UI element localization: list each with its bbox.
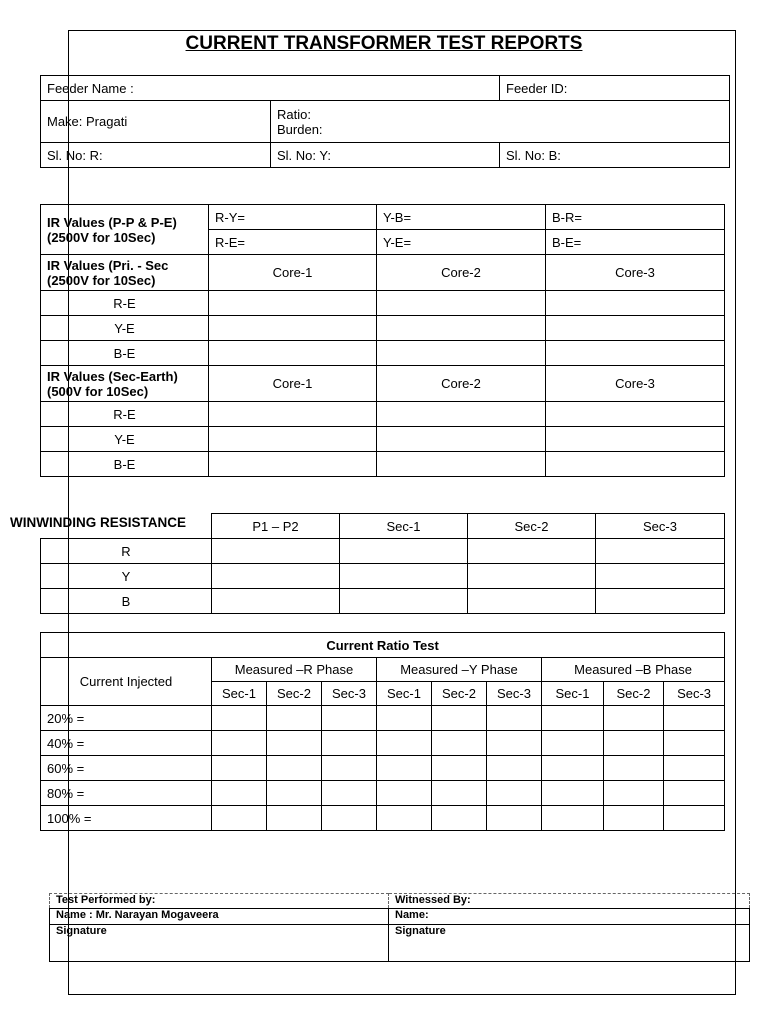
- current-ratio-table: [40, 632, 725, 831]
- value-cell[interactable]: [377, 291, 546, 316]
- value-cell[interactable]: [546, 427, 725, 452]
- row-label: R: [41, 539, 212, 564]
- sec-header: Sec-3: [322, 682, 377, 706]
- value-cell[interactable]: [596, 539, 725, 564]
- value-cell[interactable]: [596, 589, 725, 614]
- name-right-field[interactable]: Name:: [389, 909, 750, 925]
- value-cell[interactable]: [377, 806, 432, 831]
- value-cell[interactable]: [322, 781, 377, 806]
- ratio-burden-field[interactable]: [271, 101, 730, 143]
- ir-sec-earth-label: IR Values (Sec-Earth) (500V for 10Sec): [41, 366, 209, 402]
- value-cell[interactable]: [377, 756, 432, 781]
- yb-cell[interactable]: Y-B=: [377, 205, 546, 230]
- value-cell[interactable]: [596, 564, 725, 589]
- value-cell[interactable]: [664, 806, 725, 831]
- value-cell[interactable]: [212, 756, 267, 781]
- signature-right-field[interactable]: Signature: [389, 925, 750, 962]
- sec-header: Sec-2: [432, 682, 487, 706]
- value-cell[interactable]: [209, 316, 377, 341]
- value-cell[interactable]: [546, 341, 725, 366]
- value-cell[interactable]: [267, 781, 322, 806]
- value-cell[interactable]: [604, 756, 664, 781]
- ratio-test-title: Current Ratio Test: [41, 633, 725, 658]
- r-phase-header: Measured –R Phase: [212, 658, 377, 682]
- row-label: 40% =: [41, 731, 212, 756]
- value-cell[interactable]: [212, 806, 267, 831]
- value-cell[interactable]: [209, 402, 377, 427]
- value-cell[interactable]: [468, 564, 596, 589]
- sec-header: Sec-1: [542, 682, 604, 706]
- row-label: Y-E: [41, 427, 209, 452]
- value-cell[interactable]: [604, 706, 664, 731]
- value-cell[interactable]: [377, 706, 432, 731]
- sec-header: Sec-2: [267, 682, 322, 706]
- value-cell[interactable]: [322, 706, 377, 731]
- value-cell[interactable]: [542, 781, 604, 806]
- value-cell[interactable]: [212, 731, 267, 756]
- row-label: R-E: [41, 291, 209, 316]
- p1-p2-header: P1 – P2: [212, 514, 340, 539]
- b-phase-header: Measured –B Phase: [542, 658, 725, 682]
- core-3-header: Core-3: [546, 366, 725, 402]
- value-cell[interactable]: [212, 589, 340, 614]
- burden-label: Burden:: [277, 121, 323, 137]
- value-cell[interactable]: [487, 706, 542, 731]
- value-cell[interactable]: [340, 564, 468, 589]
- y-phase-header: Measured –Y Phase: [377, 658, 542, 682]
- value-cell[interactable]: [542, 706, 604, 731]
- sl-no-b-field[interactable]: Sl. No: B:: [500, 143, 730, 168]
- value-cell[interactable]: [212, 564, 340, 589]
- value-cell[interactable]: [267, 731, 322, 756]
- core-2-header: Core-2: [377, 255, 546, 291]
- row-label: 60% =: [41, 756, 212, 781]
- sec-header: Sec-2: [604, 682, 664, 706]
- core-2-header: Core-2: [377, 366, 546, 402]
- value-cell[interactable]: [377, 781, 432, 806]
- value-cell[interactable]: [604, 731, 664, 756]
- winding-resistance-label: WINWINDING RESISTANCE: [10, 515, 186, 530]
- core-3-header: Core-3: [546, 255, 725, 291]
- value-cell[interactable]: [377, 452, 546, 477]
- value-cell[interactable]: [487, 756, 542, 781]
- value-cell[interactable]: [377, 316, 546, 341]
- row-label: Y: [41, 564, 212, 589]
- row-label: Y-E: [41, 316, 209, 341]
- ir-pri-sec-label: IR Values (Pri. - Sec (2500V for 10Sec): [41, 255, 209, 291]
- value-cell[interactable]: [432, 806, 487, 831]
- row-label: 20% =: [41, 706, 212, 731]
- value-cell[interactable]: [322, 756, 377, 781]
- value-cell[interactable]: [209, 427, 377, 452]
- row-label: B-E: [41, 452, 209, 477]
- row-label: B-E: [41, 341, 209, 366]
- value-cell[interactable]: [377, 731, 432, 756]
- header-table: [40, 75, 730, 168]
- value-cell[interactable]: [468, 589, 596, 614]
- value-cell[interactable]: [604, 781, 664, 806]
- ir-values-table: [40, 204, 725, 477]
- sl-no-y-field[interactable]: Sl. No: Y:: [271, 143, 500, 168]
- value-cell[interactable]: [604, 806, 664, 831]
- core-1-header: Core-1: [209, 366, 377, 402]
- value-cell[interactable]: [546, 402, 725, 427]
- br-cell[interactable]: B-R=: [546, 205, 725, 230]
- sec-header: Sec-1: [212, 682, 267, 706]
- value-cell[interactable]: [487, 781, 542, 806]
- sec-3-header: Sec-3: [596, 514, 725, 539]
- sec-2-header: Sec-2: [468, 514, 596, 539]
- sl-no-r-field[interactable]: Sl. No: R:: [41, 143, 271, 168]
- value-cell[interactable]: [322, 731, 377, 756]
- value-cell[interactable]: [267, 806, 322, 831]
- re-cell[interactable]: R-E=: [209, 230, 377, 255]
- value-cell[interactable]: [664, 781, 725, 806]
- value-cell[interactable]: [546, 452, 725, 477]
- ye-cell[interactable]: Y-E=: [377, 230, 546, 255]
- make-field[interactable]: Make: Pragati: [41, 101, 271, 143]
- value-cell[interactable]: [468, 539, 596, 564]
- value-cell[interactable]: [209, 291, 377, 316]
- ir-pp-label: IR Values (P-P & P-E) (2500V for 10Sec): [41, 205, 209, 255]
- core-1-header: Core-1: [209, 255, 377, 291]
- value-cell[interactable]: [377, 402, 546, 427]
- value-cell[interactable]: [432, 706, 487, 731]
- value-cell[interactable]: [664, 756, 725, 781]
- test-performed-by-label: Test Performed by:: [50, 894, 389, 909]
- value-cell[interactable]: [212, 781, 267, 806]
- sec-1-header: Sec-1: [340, 514, 468, 539]
- feeder-name-field[interactable]: Feeder Name :: [41, 76, 500, 101]
- value-cell[interactable]: [432, 781, 487, 806]
- report-title: CURRENT TRANSFORMER TEST REPORTS: [185, 33, 583, 54]
- value-cell[interactable]: [487, 731, 542, 756]
- value-cell[interactable]: [487, 806, 542, 831]
- feeder-id-field[interactable]: Feeder ID:: [500, 76, 730, 101]
- value-cell[interactable]: [209, 341, 377, 366]
- witnessed-by-label: Witnessed By:: [389, 894, 750, 909]
- value-cell[interactable]: [542, 756, 604, 781]
- row-label: 100% =: [41, 806, 212, 831]
- value-cell[interactable]: [432, 756, 487, 781]
- row-label: B: [41, 589, 212, 614]
- be-cell[interactable]: B-E=: [546, 230, 725, 255]
- value-cell[interactable]: [664, 731, 725, 756]
- value-cell[interactable]: [212, 706, 267, 731]
- value-cell[interactable]: [212, 539, 340, 564]
- value-cell[interactable]: [209, 452, 377, 477]
- row-label: 80% =: [41, 781, 212, 806]
- value-cell[interactable]: [377, 341, 546, 366]
- value-cell[interactable]: [664, 706, 725, 731]
- value-cell[interactable]: [267, 706, 322, 731]
- value-cell[interactable]: [267, 756, 322, 781]
- value-cell[interactable]: [377, 427, 546, 452]
- sec-header: Sec-3: [487, 682, 542, 706]
- signature-table: [49, 893, 750, 962]
- name-left-field[interactable]: Name : Mr. Narayan Mogaveera: [50, 909, 389, 925]
- value-cell[interactable]: [340, 539, 468, 564]
- signature-left-field[interactable]: Signature: [50, 925, 389, 962]
- value-cell[interactable]: [542, 806, 604, 831]
- value-cell[interactable]: [322, 806, 377, 831]
- current-injected-header: Current Injected: [41, 658, 212, 706]
- value-cell[interactable]: [340, 589, 468, 614]
- ratio-label: Ratio:: [277, 106, 311, 122]
- sec-header: Sec-1: [377, 682, 432, 706]
- sec-header: Sec-3: [664, 682, 725, 706]
- ry-cell[interactable]: R-Y=: [209, 205, 377, 230]
- value-cell[interactable]: [546, 316, 725, 341]
- row-label: R-E: [41, 402, 209, 427]
- value-cell[interactable]: [546, 291, 725, 316]
- value-cell[interactable]: [542, 731, 604, 756]
- value-cell[interactable]: [432, 731, 487, 756]
